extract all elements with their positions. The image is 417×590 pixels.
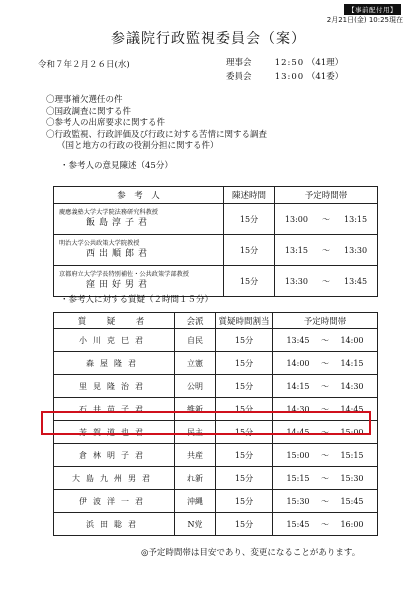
range-dash: 〜 <box>321 404 329 414</box>
agenda-item: 〇国政調査に関する件 <box>46 106 132 117</box>
question-minutes: 15分 <box>216 352 273 375</box>
witness-name: 西出順郎君 <box>86 249 152 259</box>
time-slot <box>273 490 378 513</box>
party-cell: 沖縄 <box>175 490 216 513</box>
party-cell: れ新 <box>175 467 216 490</box>
meeting-time: 12:50 <box>274 58 305 68</box>
time-slot <box>273 375 378 398</box>
party-cell: 公明 <box>175 375 216 398</box>
end-time: 14:00 <box>340 335 364 345</box>
time-slot <box>275 266 378 297</box>
time-slot <box>275 235 378 266</box>
column-header: 会派 <box>175 313 216 329</box>
footer-note: ◎予定時間帯は目安であり、変更になることがあります。 <box>141 548 361 558</box>
meeting-time: 13:00 <box>274 72 305 82</box>
questioner-name: 大島九州男君 <box>54 467 175 490</box>
statement-minutes: 15分 <box>224 235 275 266</box>
table-row <box>54 266 378 297</box>
range-dash: 〜 <box>321 473 329 483</box>
witness-cell <box>54 204 224 235</box>
column-header: 陳述時間 <box>224 187 275 204</box>
agenda-item: 〇行政監視、行政評価及び行政に対する苦情に関する調査 <box>46 129 268 140</box>
highlight-box <box>41 411 371 435</box>
agenda-subitem: （国と地方の行政の役割分担に関する件） <box>57 141 219 151</box>
range-dash: 〜 <box>322 245 330 255</box>
end-time: 14:30 <box>340 381 364 391</box>
end-time: 13:45 <box>344 276 368 286</box>
table-row <box>54 490 378 513</box>
question-minutes: 15分 <box>216 467 273 490</box>
questioner-name: 浜田聡君 <box>54 513 175 536</box>
start-time: 14:45 <box>286 427 310 437</box>
start-time: 14:15 <box>286 381 310 391</box>
start-time: 15:15 <box>286 473 310 483</box>
statement-minutes: 15分 <box>224 204 275 235</box>
question-minutes: 15分 <box>216 490 273 513</box>
table-row <box>54 375 378 398</box>
agenda-item: 〇参考人の出席要求に関する件 <box>46 118 166 128</box>
range-dash: 〜 <box>321 381 329 391</box>
range-dash: 〜 <box>321 450 329 460</box>
end-time: 15:30 <box>340 473 364 483</box>
time-slot <box>275 204 378 235</box>
party-cell: 民主 <box>175 421 216 444</box>
party-cell: 自民 <box>175 329 216 352</box>
end-time: 14:15 <box>340 358 364 368</box>
meeting-note: （41委） <box>306 72 344 82</box>
meeting-label: 理事会 <box>226 58 252 68</box>
witness-cell <box>54 235 224 266</box>
witness-affiliation: 京都府立大学学長特別補佐・公共政策学部教授 <box>59 271 189 278</box>
meeting-row-committee <box>226 70 343 82</box>
table-row <box>54 352 378 375</box>
time-slot <box>273 513 378 536</box>
questioner-name: 石井苗子君 <box>54 398 175 421</box>
range-dash: 〜 <box>321 358 329 368</box>
question-minutes: 15分 <box>216 513 273 536</box>
section-heading-questions: ・参考人に対する質疑（２時間１５分） <box>60 295 214 305</box>
end-time: 13:30 <box>344 245 368 255</box>
agenda-item: 〇理事補欠選任の件 <box>46 95 123 105</box>
questioner-name: 小川克巳君 <box>54 329 175 352</box>
question-minutes: 15分 <box>216 329 273 352</box>
table-header-row <box>54 187 378 204</box>
start-time: 13:45 <box>286 335 310 345</box>
table-row <box>54 467 378 490</box>
question-minutes: 15分 <box>216 444 273 467</box>
time-slot <box>273 329 378 352</box>
range-dash: 〜 <box>321 496 329 506</box>
start-time: 13:15 <box>284 245 308 255</box>
end-time: 15:00 <box>340 427 364 437</box>
section-heading-statements: ・参考人の意見陳述（45分） <box>60 161 173 171</box>
witness-name: 窪田好男君 <box>86 280 152 290</box>
time-slot <box>273 444 378 467</box>
party-cell: 維新 <box>175 398 216 421</box>
table-row <box>54 235 378 266</box>
end-time: 15:15 <box>340 450 364 460</box>
start-time: 15:30 <box>286 496 310 506</box>
party-cell: 共産 <box>175 444 216 467</box>
table-row <box>54 444 378 467</box>
meeting-note: （41理） <box>306 58 344 68</box>
column-header: 質 疑 者 <box>54 313 175 329</box>
start-time: 13:30 <box>284 276 308 286</box>
question-minutes: 15分 <box>216 375 273 398</box>
distribution-stamp: 【事前配付用】 <box>344 4 401 15</box>
questioner-name: 森屋隆君 <box>54 352 175 375</box>
status-timestamp: 2月21日(金) 10:25現在 <box>326 16 403 24</box>
end-time: 14:45 <box>340 404 364 414</box>
table-header-row <box>54 313 378 329</box>
range-dash: 〜 <box>321 519 329 529</box>
table-row <box>54 204 378 235</box>
witness-affiliation: 明治大学公共政策大学院教授 <box>59 240 140 247</box>
party-cell: N党 <box>175 513 216 536</box>
range-dash: 〜 <box>322 214 330 224</box>
start-time: 15:45 <box>286 519 310 529</box>
meeting-row-board <box>226 56 343 68</box>
range-dash: 〜 <box>321 335 329 345</box>
time-slot <box>273 467 378 490</box>
question-minutes: 15分 <box>216 421 273 444</box>
start-time: 13:00 <box>284 214 308 224</box>
column-header: 参 考 人 <box>54 187 224 204</box>
meeting-label: 委員会 <box>226 72 252 82</box>
end-time: 16:00 <box>340 519 364 529</box>
party-cell: 立憲 <box>175 352 216 375</box>
range-dash: 〜 <box>322 276 330 286</box>
column-header: 予定時間帯 <box>275 187 378 204</box>
table-row <box>54 513 378 536</box>
witness-affiliation: 慶應義塾大学大学院法務研究科教授 <box>59 209 158 216</box>
agenda-list <box>46 95 267 153</box>
questioner-name: 芳賀道也君 <box>54 421 175 444</box>
column-header: 質疑時間割当 <box>216 313 273 329</box>
questioner-name: 里見隆治君 <box>54 375 175 398</box>
end-time: 15:45 <box>340 496 364 506</box>
end-time: 13:15 <box>344 214 368 224</box>
range-dash: 〜 <box>321 427 329 437</box>
witness-name: 飯島淳子君 <box>86 218 152 228</box>
time-slot <box>273 352 378 375</box>
meeting-date: 令和７年２月２６日(水) <box>38 60 130 70</box>
page-title: 参議院行政監視委員会（案） <box>111 31 306 47</box>
witness-statement-table <box>53 186 378 297</box>
witness-cell <box>54 266 224 297</box>
table-row <box>54 329 378 352</box>
question-minutes: 15分 <box>216 398 273 421</box>
start-time: 14:30 <box>286 404 310 414</box>
statement-minutes: 15分 <box>224 266 275 297</box>
start-time: 14:00 <box>286 358 310 368</box>
start-time: 15:00 <box>286 450 310 460</box>
questioner-name: 伊波洋一君 <box>54 490 175 513</box>
questioner-name: 倉林明子君 <box>54 444 175 467</box>
column-header: 予定時間帯 <box>273 313 378 329</box>
